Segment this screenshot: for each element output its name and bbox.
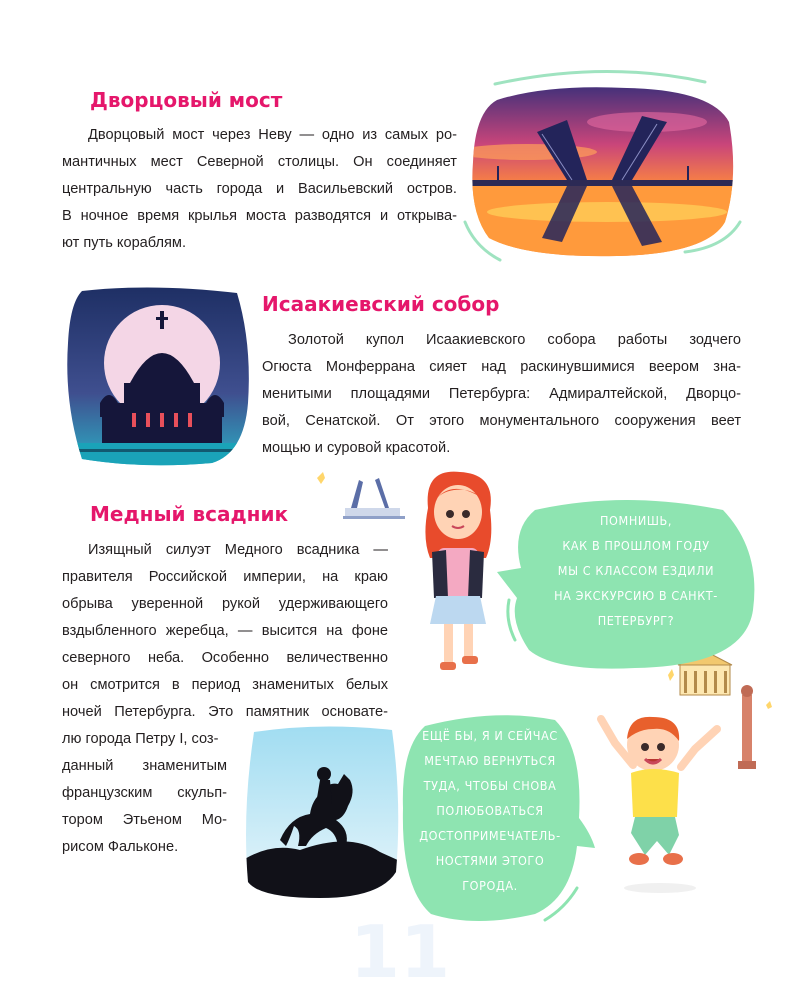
bubble-line: МЕЧТАЮ ВЕРНУТЬСЯ [424, 753, 556, 768]
bubble-line: ТУДА, ЧТОБЫ СНОВА [423, 778, 557, 793]
boy-speech-bubble [410, 723, 570, 898]
bronze-horseman-illustration [240, 722, 402, 900]
bubble-line: ДОСТОПРИМЕЧАТЕЛЬ- [419, 828, 561, 843]
bubble-line: НОСТЯМИ ЭТОГО [435, 853, 545, 868]
text-line: В ночное время крылья моста разводятся и открыва- [62, 208, 457, 224]
text-line: Изящный силуэт Медного всадника — [88, 542, 388, 558]
text-line: менитыми площадями Петербурга: Адмиралтейской, Дворцо- [262, 386, 741, 402]
text-line: центральную часть города и Васильевский остров. [62, 181, 457, 197]
text-line: Огюста Монферрана сияет над раскинувшимися веером зна- [262, 359, 741, 375]
bubble-line: ПОМНИШЬ, [600, 513, 672, 528]
boy-character-illustration [595, 705, 725, 875]
text-line: мощью и суровой красотой. [262, 440, 451, 456]
text-line: данный знаменитым [62, 758, 227, 774]
isaac-cathedral-heading: Исаакиевский собор [262, 292, 500, 316]
text-line: вздыбленного жеребца, — высится на фоне [62, 623, 388, 639]
text-line: северного неба. Особенно величественно [62, 650, 388, 666]
bubble-line: ПОЛЮБОВАТЬСЯ [436, 803, 544, 818]
mini-bridge-sketch [315, 470, 410, 530]
page-number: 11 [349, 910, 451, 994]
bubble-line: НА ЭКСКУРСИЮ В САНКТ- [554, 588, 718, 603]
palace-bridge-text [62, 122, 457, 257]
girl-character-illustration [410, 468, 505, 683]
text-line: рисом Фальконе. [62, 839, 179, 855]
bubble-line: КАК В ПРОШЛОМ ГОДУ [562, 538, 710, 553]
text-line: мантичных мест Северной столицы. Он соединяет [62, 154, 457, 170]
text-line: обрыва уверенной рукой удерживающего [62, 596, 388, 612]
text-line: ночей Петербурга. Это памятник основате- [62, 704, 388, 720]
bubble-line: ГОРОДА. [462, 878, 518, 893]
bubble-line: ЕЩЁ БЫ, Я И СЕЙЧАС [422, 728, 558, 743]
text-line: вой, Сенатской. От этого монументального сооружения веет [262, 413, 741, 429]
bubble-line: ПЕТЕРБУРГ? [597, 613, 675, 628]
text-line: Дворцовый мост через Неву — одно из самых ро- [88, 127, 457, 143]
text-line: ют путь кораблям. [62, 235, 187, 251]
girl-speech-bubble [536, 508, 736, 633]
text-line: правителя Российской империи, на краю [62, 569, 388, 585]
bronze-horseman-heading: Медный всадник [90, 502, 289, 526]
isaac-cathedral-illustration [62, 283, 254, 467]
text-line: он смотрится в период знаменитых белых [62, 677, 388, 693]
palace-bridge-heading: Дворцовый мост [90, 88, 283, 112]
palace-bridge-illustration [467, 82, 737, 260]
text-line: лю города Петру I, соз- [62, 731, 219, 747]
text-line: Золотой купол Исаакиевского собора работы зодчего [288, 332, 741, 348]
text-line: тором Этьеном Мо- [62, 812, 227, 828]
shadow-shape [620, 880, 700, 896]
isaac-cathedral-text [262, 327, 741, 462]
text-line: французским скульп- [62, 785, 227, 801]
bubble-line: МЫ С КЛАССОМ ЕЗДИЛИ [557, 563, 715, 578]
